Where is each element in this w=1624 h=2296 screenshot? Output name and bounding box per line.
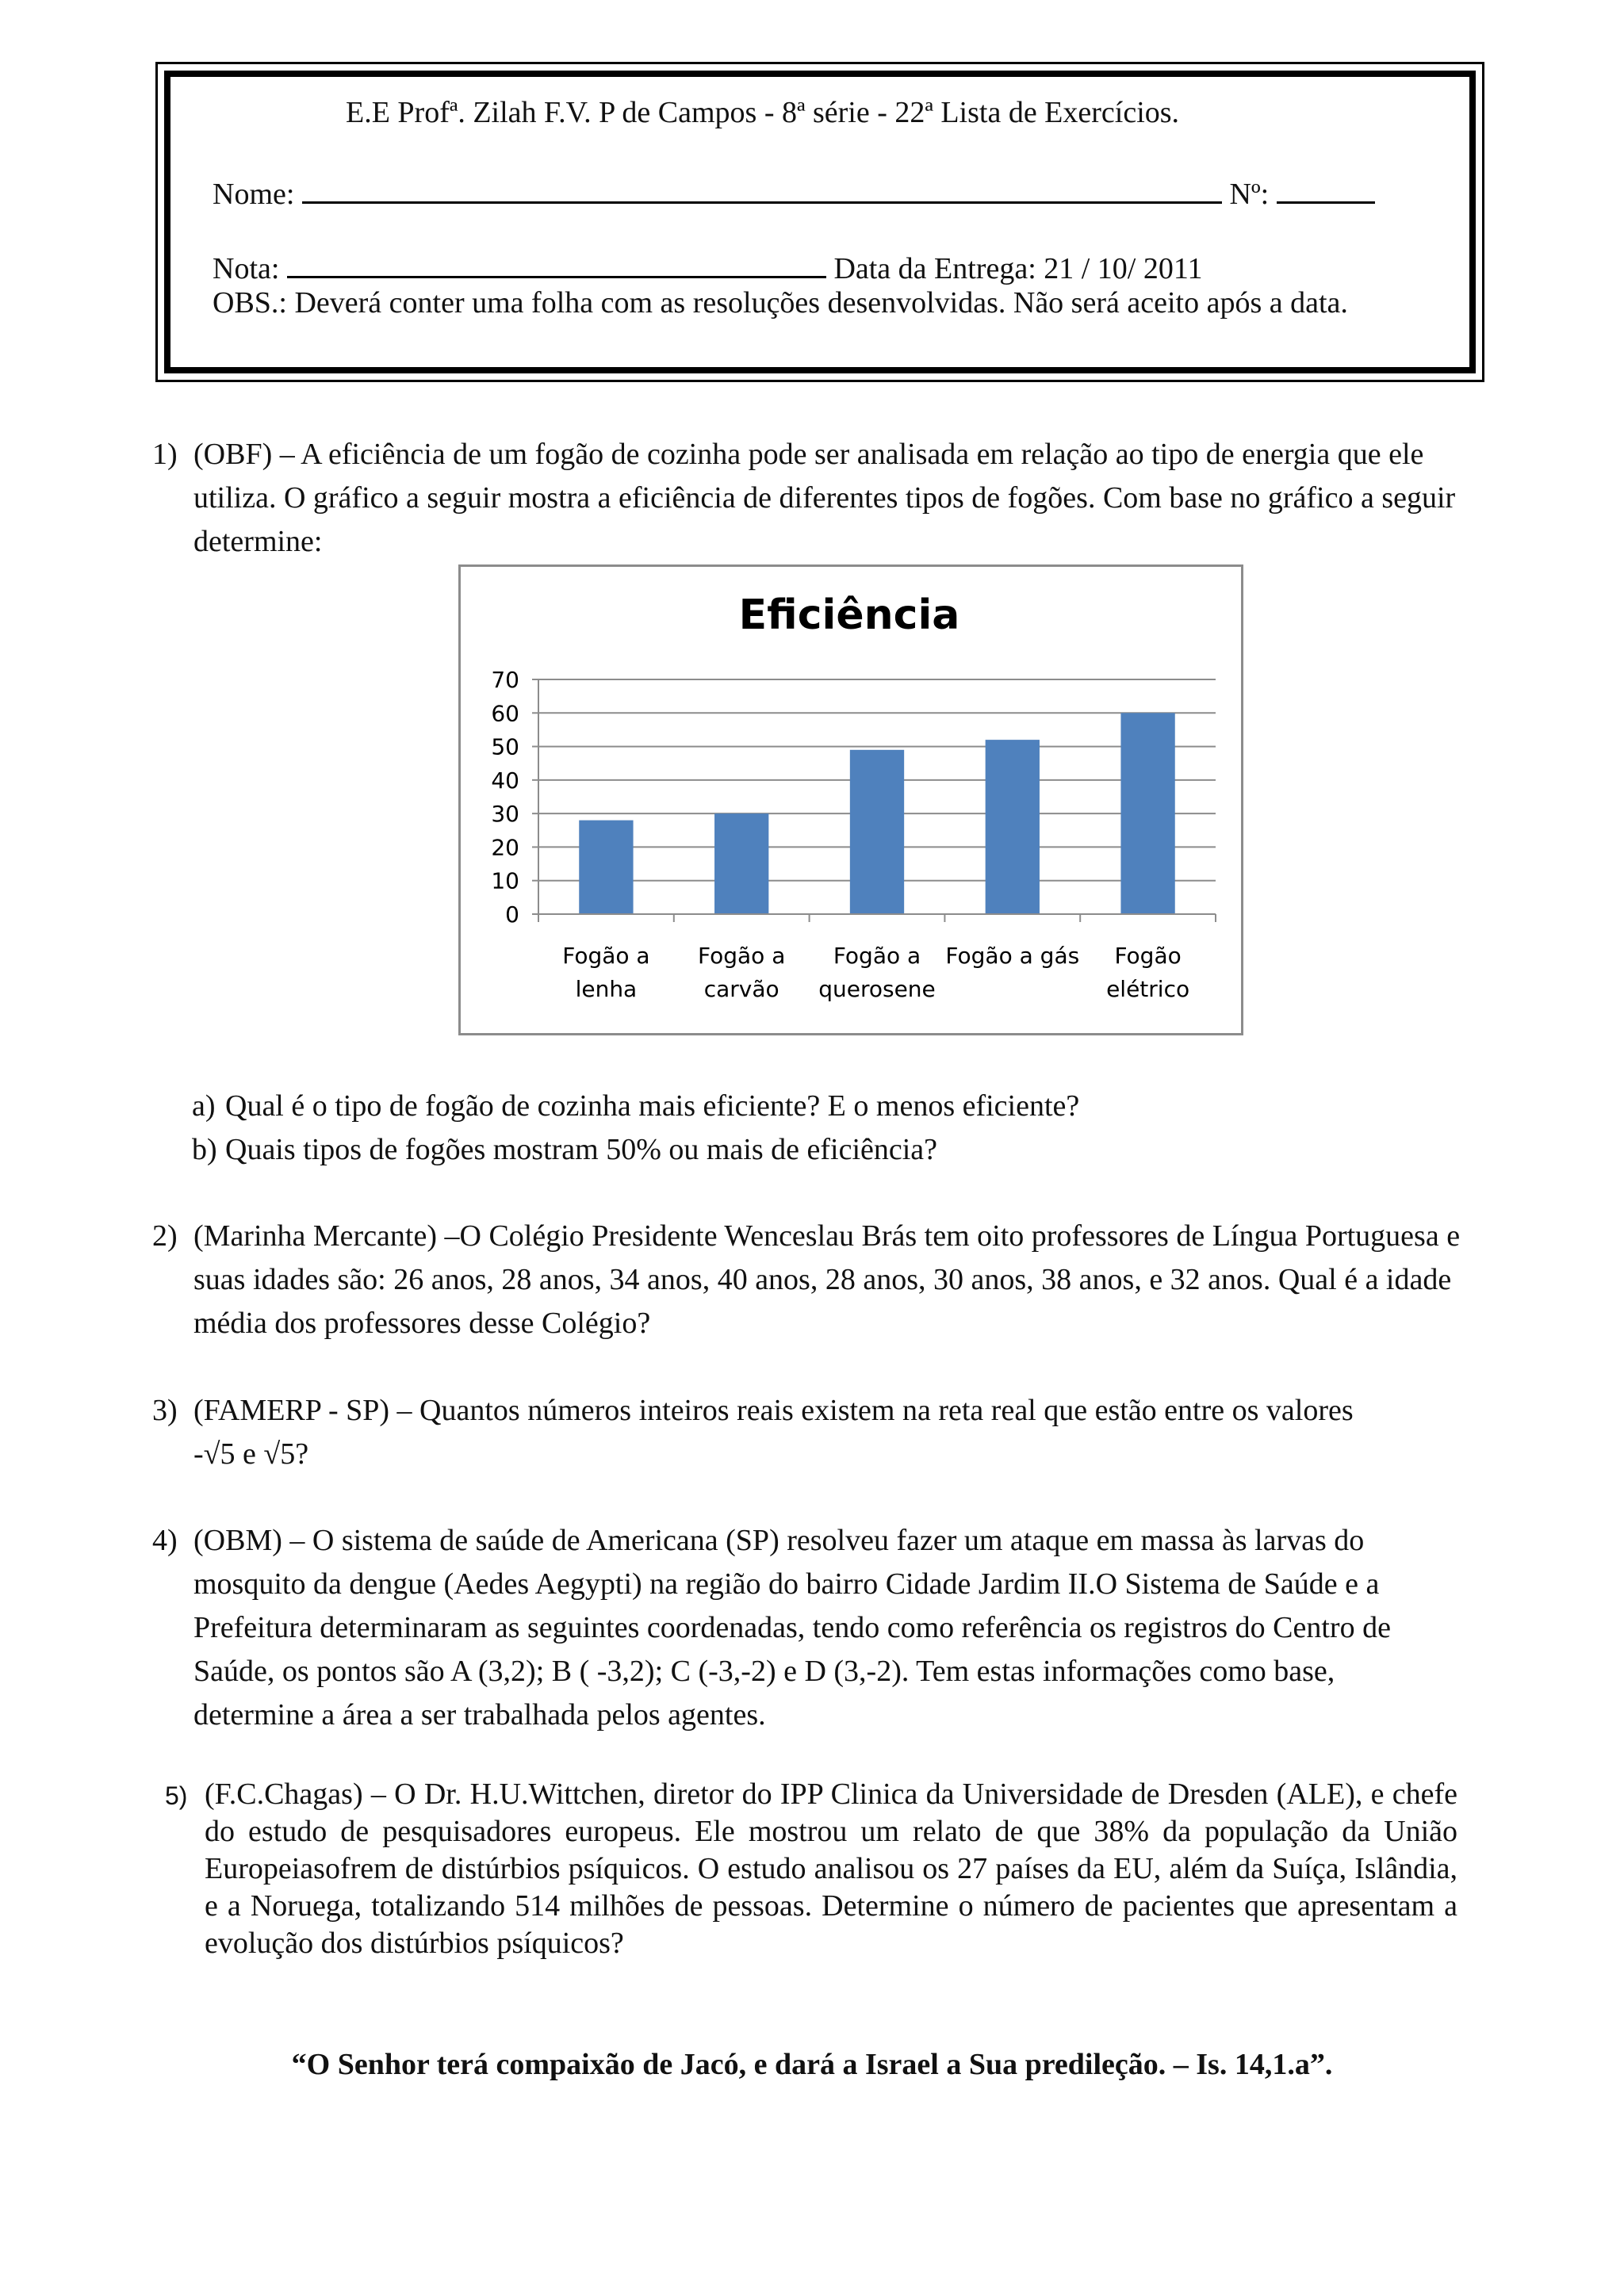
number-label: Nº: (1229, 178, 1270, 211)
obs-line: OBS.: Deverá conter uma folha com as resoluções desenvolvidas. Não será aceito após a data. (213, 286, 1348, 320)
chart-title: Eficiência (738, 591, 960, 639)
x-category-label: Fogão (1114, 943, 1182, 969)
grade-label: Nota: (213, 252, 280, 285)
grade-field[interactable] (287, 247, 826, 278)
grade-row (213, 247, 1202, 286)
question-text: (F.C.Chagas) – O Dr. H.U.Wittchen, diretor do IPP Clinica da Universidade de Dresden (ALE), e chefe do estudo de pesquisadores europeus. Ele mostrou um relato de que 38% da população da União Europeiasofrem de distúrbios psíquicos. O estudo analisou os 27 países da EU, além da Suíça, Islândia, e a Noruega, totalizando 514 milhões de pessoas. Determine o número de pacientes que apresentam a evolução dos distúrbios psíquicos? (205, 1777, 1457, 1960)
y-tick-label: 10 (491, 867, 519, 894)
x-category-label: querosene (818, 976, 936, 1002)
x-category-label: Fogão a (698, 943, 786, 969)
question-number: 2) (152, 1219, 178, 1253)
name-field[interactable] (302, 173, 1222, 204)
item-text: Qual é o tipo de fogão de cozinha mais eficiente? E o menos eficiente? (225, 1089, 1080, 1123)
due-date: Data da Entrega: 21 / 10/ 2011 (833, 252, 1203, 285)
item-label: a) (192, 1089, 216, 1123)
x-category-label: Fogão a (833, 943, 921, 969)
bar-4 (986, 740, 1040, 914)
bar-5 (1120, 713, 1174, 914)
y-tick-label: 40 (491, 767, 519, 794)
question-number: 5) (165, 1781, 188, 1810)
y-tick-label: 50 (491, 733, 519, 760)
y-tick-label: 30 (491, 801, 519, 828)
footer-quote: “O Senhor terá compaixão de Jacó, e dará a Israel a Sua predileção. – Is. 14,1.a”. (291, 2048, 1333, 2081)
item-label: b) (192, 1133, 217, 1166)
efficiency-chart (458, 564, 1243, 1035)
x-category-label: Fogão a (562, 943, 650, 969)
x-category-label: elétrico (1106, 976, 1190, 1002)
name-label: Nome: (213, 178, 295, 211)
y-tick-label: 60 (491, 700, 519, 727)
y-tick-label: 70 (491, 667, 519, 693)
number-field[interactable] (1277, 173, 1375, 204)
y-tick-label: 20 (491, 834, 519, 861)
item-text: Quais tipos de fogões mostram 50% ou mais de eficiência? (225, 1133, 938, 1166)
x-category-label: lenha (575, 976, 638, 1002)
question-text: (OBM) – O sistema de saúde de Americana (SP) resolveu fazer um ataque em massa às larvas do mosquito da dengue (Aedes Aegypti) na região do bairro Cidade Jardim II.O Sistema de Saúde e a Prefeitura determinaram as seguintes coordenadas, tendo como referência os registros do Centro de Saúde, os pontos são A (3,2); B ( -3,2); C (-3,-2) e D (3,-2). Tem estas informações como base, determine a área a ser trabalhada pelos agentes. (193, 1524, 1391, 1732)
x-category-label: Fogão a gás (945, 943, 1080, 969)
bar-2 (714, 813, 768, 914)
x-category-label: carvão (703, 976, 779, 1002)
question-text: (FAMERP - SP) – Quantos números inteiros reais existem na reta real que estão entre os valores -√5 e √5? (193, 1394, 1354, 1471)
name-row (213, 173, 1375, 212)
school-line: E.E Profª. Zilah F.V. P de Campos - 8ª série - 22ª Lista de Exercícios. (346, 96, 1180, 129)
y-tick-label: 0 (505, 901, 519, 928)
bar-3 (850, 750, 904, 914)
chart-svg (461, 567, 1241, 1033)
question-number: 1) (152, 438, 178, 471)
question-text: (OBF) – A eficiência de um fogão de cozinha pode ser analisada em relação ao tipo de energia que ele utiliza. O gráfico a seguir mostra a eficiência de diferentes tipos de fogões. Com base no gráfico a seguir determine: (193, 438, 1456, 558)
question-number: 3) (152, 1394, 178, 1427)
bar-1 (579, 821, 633, 914)
question-number: 4) (152, 1524, 178, 1557)
question-text: (Marinha Mercante) –O Colégio Presidente Wenceslau Brás tem oito professores de Língua Portuguesa e suas idades são: 26 anos, 28 anos, 34 anos, 40 anos, 28 anos, 30 anos, 38 anos, e 32 anos. Qual é a idade média dos professores desse Colégio? (193, 1219, 1461, 1340)
